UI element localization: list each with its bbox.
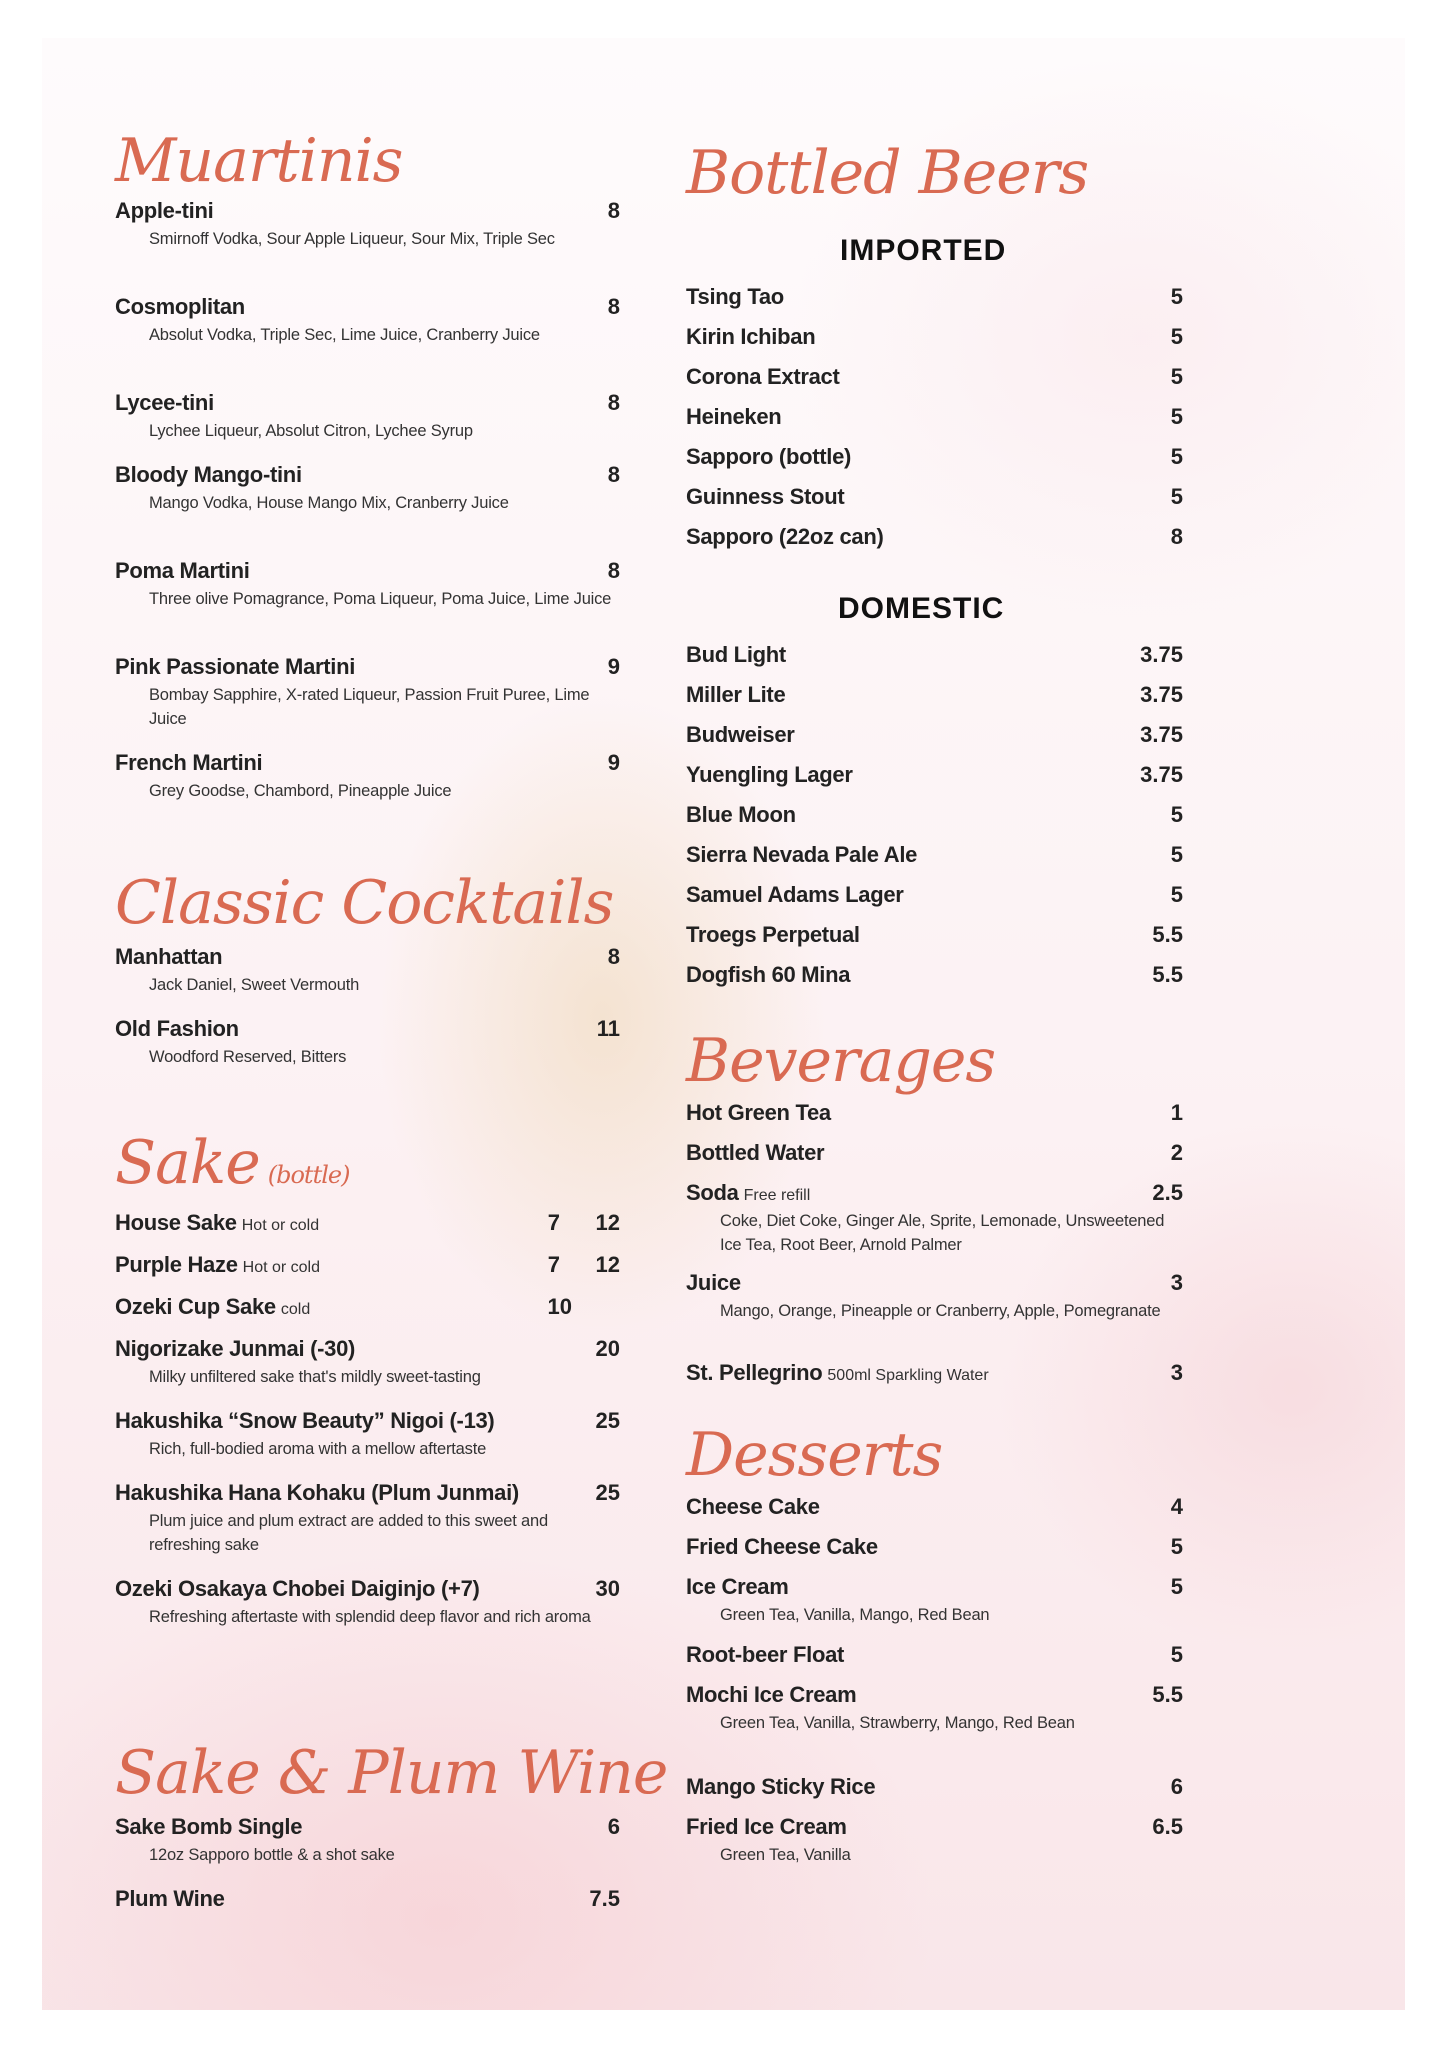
item-price: 3 [1170, 1270, 1183, 1295]
section-title-martinis: Muartinis [115, 126, 403, 196]
item-name: Juice [686, 1270, 741, 1295]
item-price: 8 [607, 198, 620, 223]
item-name: Manhattan [115, 944, 223, 969]
item-description: Three olive Pomagrance, Poma Liqueur, Poma Juice, Lime Juice [149, 590, 612, 608]
item-description: Rich, full-bodied aroma with a mellow aftertaste [149, 1440, 487, 1458]
item-name: Ozeki Osakaya Chobei Daiginjo (+7) [115, 1576, 480, 1601]
item-name: Sapporo (22oz can) [686, 524, 884, 549]
item-name: House Sake [115, 1210, 237, 1235]
item-price: 8 [1170, 524, 1183, 549]
item-name: Samuel Adams Lager [686, 882, 904, 907]
item-price: 5 [1170, 842, 1183, 867]
item-name: Root-beer Float [686, 1642, 845, 1667]
menu-item [115, 1016, 620, 1069]
menu-item [686, 722, 1183, 750]
item-price: 5 [1170, 324, 1183, 349]
menu-item [115, 1576, 620, 1629]
menu-item [686, 1574, 1183, 1627]
item-description: Woodford Reserved, Bitters [149, 1048, 347, 1066]
menu-item [686, 1534, 1183, 1562]
menu-item [686, 284, 1183, 312]
item-name: Ozeki Cup Sake [115, 1294, 276, 1319]
menu-item [115, 1408, 620, 1461]
item-price: 3.75 [1140, 762, 1183, 787]
item-price: 9 [607, 654, 620, 679]
item-price: 9 [607, 750, 620, 775]
item-price: 5 [1170, 802, 1183, 827]
menu-item [115, 1814, 620, 1867]
item-name: Heineken [686, 404, 782, 429]
item-price-small: 7 [547, 1210, 560, 1235]
item-name: Purple Haze [115, 1252, 238, 1277]
item-name: Nigorizake Junmai (-30) [115, 1336, 356, 1361]
item-price: 6 [607, 1814, 620, 1839]
menu-item [686, 444, 1183, 472]
menu-item [686, 1642, 1183, 1670]
section-title-classic-cocktails: Classic Cocktails [115, 868, 614, 938]
menu-item [686, 842, 1183, 870]
item-name: Sapporo (bottle) [686, 444, 852, 469]
item-description: Smirnoff Vodka, Sour Apple Liqueur, Sour Mix, Triple Sec [149, 230, 555, 248]
menu-item [686, 524, 1183, 552]
item-price: 3.75 [1140, 642, 1183, 667]
menu-item [686, 922, 1183, 950]
item-description: Milky unfiltered sake that's mildly sweet-tasting [149, 1368, 481, 1386]
item-price: 5.5 [1152, 1682, 1183, 1707]
menu-item [115, 462, 620, 515]
item-name: Blue Moon [686, 802, 796, 827]
item-price: 11 [596, 1016, 620, 1041]
item-price: 5 [1170, 1534, 1183, 1559]
item-price: 8 [607, 462, 620, 487]
item-price: 2 [1170, 1140, 1183, 1165]
subheading-domestic: DOMESTIC [838, 592, 1005, 625]
menu-item [115, 944, 620, 997]
item-name: Soda [686, 1180, 739, 1205]
menu-item [115, 1480, 620, 1557]
menu-page [42, 38, 1405, 2010]
item-name: Poma Martini [115, 558, 250, 583]
item-name: Hakushika “Snow Beauty” Nigoi (-13) [115, 1408, 495, 1433]
item-description: Mango Vodka, House Mango Mix, Cranberry Juice [149, 494, 509, 512]
item-price: 7.5 [589, 1886, 620, 1911]
item-name: Mochi Ice Cream [686, 1682, 857, 1707]
item-name: Bud Light [686, 642, 786, 667]
item-name: Budweiser [686, 722, 795, 747]
item-name: Fried Cheese Cake [686, 1534, 878, 1559]
section-title-bottled-beers: Bottled Beers [686, 138, 1089, 208]
item-description: Lychee Liqueur, Absolut Citron, Lychee Syrup [149, 422, 473, 440]
menu-item [115, 558, 620, 611]
item-price: 1 [1170, 1100, 1183, 1125]
item-name: St. Pellegrino [686, 1360, 823, 1385]
item-description: Plum juice and plum extract are added to this sweet and refreshing sake [149, 1512, 548, 1554]
item-name: Bottled Water [686, 1140, 825, 1165]
item-description: Bombay Sapphire, X-rated Liqueur, Passion Fruit Puree, Lime Juice [149, 686, 590, 728]
item-description: Green Tea, Vanilla, Mango, Red Bean [720, 1606, 990, 1624]
item-name: Plum Wine [115, 1886, 225, 1911]
item-description: Refreshing aftertaste with splendid deep flavor and rich aroma [149, 1608, 591, 1626]
item-price: 3.75 [1140, 722, 1183, 747]
item-price: 8 [607, 944, 620, 969]
menu-item [686, 1270, 1183, 1323]
item-name: French Martini [115, 750, 263, 775]
menu-item [686, 1180, 1183, 1257]
menu-item [686, 364, 1183, 392]
menu-item [686, 1100, 1183, 1128]
item-price-small: 10 [547, 1294, 572, 1319]
item-price: 5 [1170, 484, 1183, 509]
item-price: 25 [595, 1408, 620, 1433]
item-description: Jack Daniel, Sweet Vermouth [149, 976, 360, 994]
item-name: Old Fashion [115, 1016, 239, 1041]
menu-item [686, 882, 1183, 910]
menu-item [686, 1774, 1183, 1802]
item-price: 6 [1170, 1774, 1183, 1799]
menu-item [686, 324, 1183, 352]
menu-item [686, 1682, 1183, 1735]
section-title-sake-plum-wine: Sake & Plum Wine [115, 1738, 668, 1808]
menu-item [115, 750, 620, 803]
menu-item [686, 962, 1183, 990]
item-description: 12oz Sapporo bottle & a shot sake [149, 1846, 395, 1864]
sake-title-note: (bottle) [267, 1161, 350, 1189]
item-price: 20 [595, 1336, 620, 1361]
item-name: Ice Cream [686, 1574, 789, 1599]
menu-item [686, 484, 1183, 512]
menu-item [115, 390, 620, 443]
item-note: Hot or cold [242, 1259, 321, 1276]
item-name: Mango Sticky Rice [686, 1774, 876, 1799]
item-name: Hot Green Tea [686, 1100, 831, 1125]
menu-item [115, 1210, 620, 1238]
item-note: Free refill [743, 1187, 811, 1204]
menu-item [686, 404, 1183, 432]
subheading-imported: IMPORTED [840, 234, 1007, 267]
item-price: 12 [595, 1252, 620, 1277]
item-price: 5 [1170, 404, 1183, 429]
item-description: Green Tea, Vanilla, Strawberry, Mango, Red Bean [720, 1714, 1075, 1732]
item-name: Tsing Tao [686, 284, 784, 309]
sake-title: Sake [115, 1128, 260, 1198]
item-price: 8 [607, 294, 620, 319]
menu-item [115, 1294, 620, 1322]
item-price: 5 [1170, 882, 1183, 907]
menu-item [686, 642, 1183, 670]
item-price: 5 [1170, 1642, 1183, 1667]
item-price: 30 [595, 1576, 620, 1601]
menu-item [686, 1814, 1183, 1867]
item-price: 5.5 [1152, 962, 1183, 987]
item-name: Sierra Nevada Pale Ale [686, 842, 918, 867]
item-name: Troegs Perpetual [686, 922, 860, 947]
item-price: 12 [595, 1210, 620, 1235]
menu-item [686, 1140, 1183, 1168]
item-price: 5 [1170, 444, 1183, 469]
item-price: 8 [607, 558, 620, 583]
item-price: 5 [1170, 284, 1183, 309]
item-price-small: 7 [547, 1252, 560, 1277]
item-price: 3 [1170, 1360, 1183, 1385]
menu-item [115, 654, 620, 731]
item-name: Corona Extract [686, 364, 840, 389]
item-name: Pink Passionate Martini [115, 654, 356, 679]
item-name: Fried Ice Cream [686, 1814, 847, 1839]
item-note: Hot or cold [241, 1217, 320, 1234]
item-description: Grey Goodse, Chambord, Pineapple Juice [149, 782, 452, 800]
menu-item [686, 1360, 1183, 1388]
section-title-sake [115, 1128, 349, 1210]
item-description: Coke, Diet Coke, Ginger Ale, Sprite, Lemonade, Unsweetened Ice Tea, Root Beer, Arnold Palmer [720, 1212, 1165, 1254]
item-price: 2.5 [1152, 1180, 1183, 1205]
item-note: 500ml Sparkling Water [827, 1367, 989, 1384]
menu-item [686, 682, 1183, 710]
menu-item [686, 762, 1183, 790]
item-price: 25 [595, 1480, 620, 1505]
menu-item [686, 802, 1183, 830]
item-name: Dogfish 60 Mina [686, 962, 851, 987]
menu-item [115, 1336, 620, 1389]
menu-item [115, 1252, 620, 1280]
menu-item [115, 1886, 620, 1914]
item-name: Cosmoplitan [115, 294, 245, 319]
item-price: 6.5 [1152, 1814, 1183, 1839]
item-note: cold [280, 1301, 311, 1318]
item-description: Mango, Orange, Pineapple or Cranberry, Apple, Pomegranate [720, 1302, 1161, 1320]
item-price: 8 [607, 390, 620, 415]
section-title-desserts: Desserts [686, 1420, 943, 1490]
item-description: Absolut Vodka, Triple Sec, Lime Juice, Cranberry Juice [149, 326, 540, 344]
item-price: 5 [1170, 1574, 1183, 1599]
menu-item [115, 198, 620, 251]
item-name: Miller Lite [686, 682, 786, 707]
item-price: 3.75 [1140, 682, 1183, 707]
item-name: Sake Bomb Single [115, 1814, 303, 1839]
item-price: 4 [1170, 1494, 1183, 1519]
item-name: Guinness Stout [686, 484, 845, 509]
item-name: Kirin Ichiban [686, 324, 816, 349]
item-price: 5 [1170, 364, 1183, 389]
item-name: Bloody Mango-tini [115, 462, 302, 487]
item-name: Hakushika Hana Kohaku (Plum Junmai) [115, 1480, 519, 1505]
item-name: Yuengling Lager [686, 762, 853, 787]
item-name: Lycee-tini [115, 390, 214, 415]
menu-item [686, 1494, 1183, 1522]
item-price: 5.5 [1152, 922, 1183, 947]
item-name: Cheese Cake [686, 1494, 820, 1519]
menu-item [115, 294, 620, 347]
item-name: Apple-tini [115, 198, 214, 223]
section-title-beverages: Beverages [686, 1026, 996, 1096]
item-description: Green Tea, Vanilla [720, 1846, 851, 1864]
